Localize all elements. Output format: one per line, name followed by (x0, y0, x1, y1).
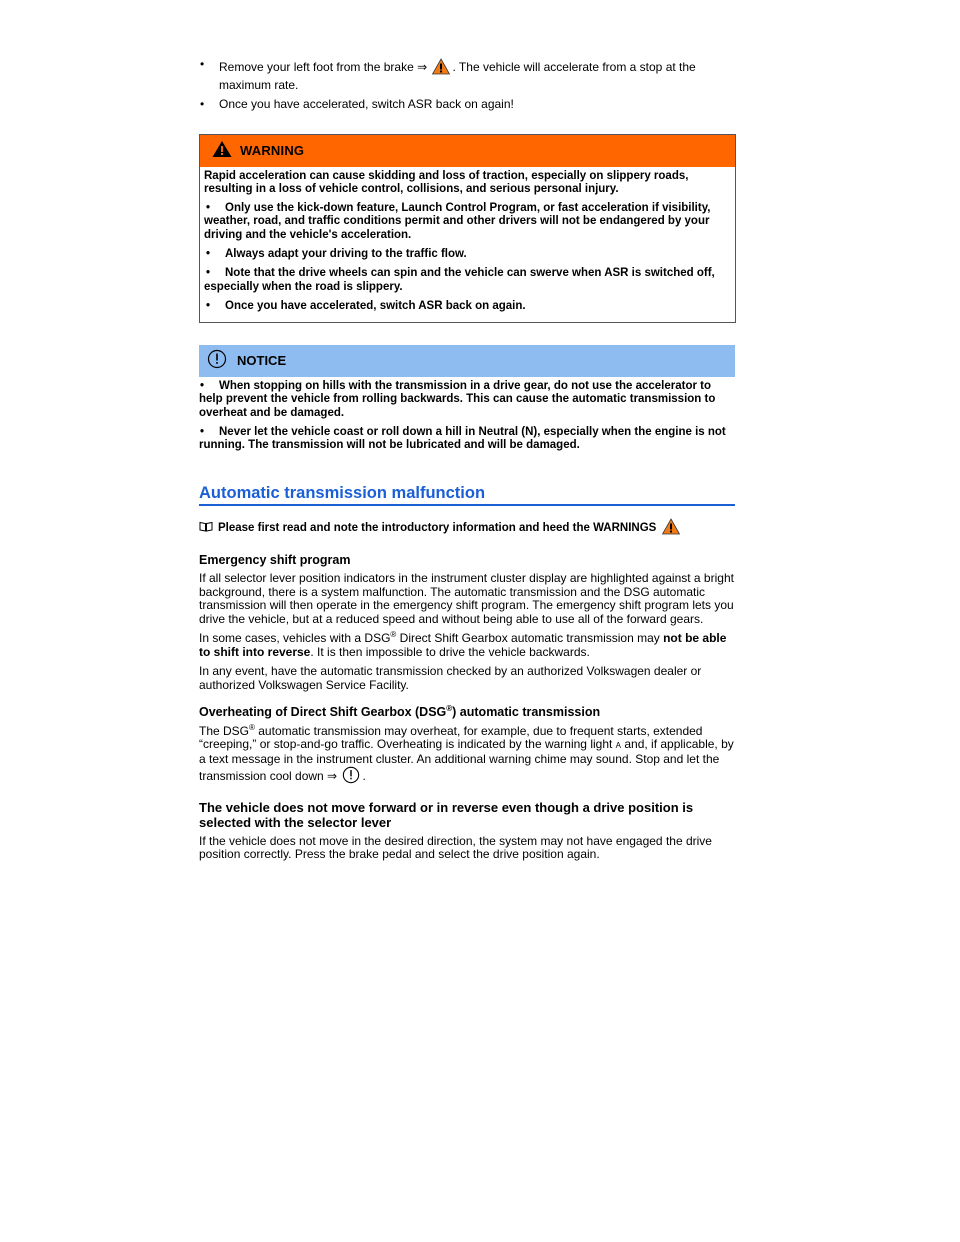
bullet-text: . The vehicle will accelerate from a stop at the maximum rate. (219, 60, 696, 92)
bullet-text: Remove your left foot from the brake ⇒ (219, 60, 431, 74)
notice-body (199, 380, 735, 452)
manual-page (199, 58, 735, 868)
bullet-glyph: • (200, 57, 205, 71)
subheading-no-move: The vehicle does not move forward or in reverse even though a drive position is selected with the selector lever (199, 799, 694, 830)
paragraph: If the vehicle does not move in the desired direction, the system may not have engaged the drive position correctly. Press the brake pedal and select the drive position again. (199, 833, 712, 862)
bullet-text: Once you have accelerated, switch ASR back on again! (219, 97, 514, 111)
bullet-glyph: • (206, 202, 211, 215)
paragraph: In some cases, vehicles with a DSG® Direct Shift Gearbox automatic transmission may not be able to shift into reverse. It is then impossible to drive the vehicle backwards. (199, 630, 727, 659)
warning-item: • Note that the drive wheels can spin and the vehicle can swerve when ASR is switched off, especially when the road is slippery. (204, 267, 715, 293)
notice-title: NOTICE (237, 353, 287, 369)
warning-header (200, 135, 735, 167)
warning-triangle-icon (212, 140, 232, 162)
bullet-glyph: • (206, 299, 211, 312)
warning-box (199, 134, 736, 324)
notice-item: • Never let the vehicle coast or roll down a hill in Neutral (N), especially when the engine is not running. The transmission will not be lubricated and will be damaged. (199, 426, 726, 452)
warning-item: • Always adapt your driving to the traffic flow. (206, 247, 467, 260)
read-note[interactable] (199, 518, 735, 540)
book-icon (199, 521, 213, 537)
warning-body (200, 167, 735, 323)
bullet-glyph: • (200, 380, 205, 393)
paragraph: If all selector lever position indicators in the instrument cluster display are highlighted against a bright background, there is a system malfunction. The automatic transmission and the DSG automatic transmission will then operate in the emergency shift program. The emergency shift program lets you drive the vehicle, but at a reduced speed and without being able to use all of the forward gears. (199, 571, 734, 626)
subheading-overheating: Overheating of Direct Shift Gearbox (DSG®) automatic transmission (199, 704, 601, 720)
warning-item: • Only use the kick-down feature, Launch Control Program, or fast acceleration if visibility, weather, road, and traffic conditions permit and other drivers will not be endangered by your driving and the vehicle's acceleration. (204, 202, 711, 241)
warning-triangle-icon[interactable] (662, 518, 680, 540)
warning-triangle-icon[interactable] (432, 58, 450, 79)
bullet-glyph: • (200, 426, 205, 439)
warning-intro: Rapid acceleration can cause skidding and loss of traction, especially on slippery roads, resulting in a loss of vehicle control, collisions, and serious personal injury. (204, 169, 689, 195)
warning-item: • Once you have accelerated, switch ASR back on again. (206, 299, 526, 312)
bullet-glyph: • (206, 247, 211, 260)
read-note-text: Please first read and note the introductory information and heed the WARNINGS (218, 522, 657, 535)
notice-header (199, 345, 735, 377)
warning-title: WARNING (240, 142, 305, 158)
warning-light-symbol: A (615, 741, 622, 751)
section-title: Automatic transmission malfunction (199, 487, 735, 507)
list-item (199, 58, 735, 92)
notice-item: • When stopping on hills with the transmission in a drive gear, do not use the accelerator to help prevent the vehicle from rolling backwards. This can cause the automatic transmission to overheat and be damaged. (199, 380, 716, 419)
exclamation-circle-icon (207, 349, 227, 373)
paragraph: In any event, have the automatic transmission checked by an authorized Volkswagen dealer or authorized Volkswagen Service Facility. (199, 664, 702, 692)
paragraph: The DSG® automatic transmission may overheat, for example, due to frequent starts, extended “creeping,” or stop-and-go traffic. Overheating is indicated by the warning light A and, if applicable, by a text message in the instrument cluster. An additional warning chime may sound. Stop and let the transmission cool down ⇒ . (199, 725, 735, 788)
bullet-glyph: • (206, 267, 211, 280)
exclamation-circle-icon[interactable] (342, 766, 360, 788)
list-item (199, 98, 735, 112)
bullet-glyph: • (200, 97, 205, 111)
subheading-emergency: Emergency shift program (199, 552, 351, 567)
